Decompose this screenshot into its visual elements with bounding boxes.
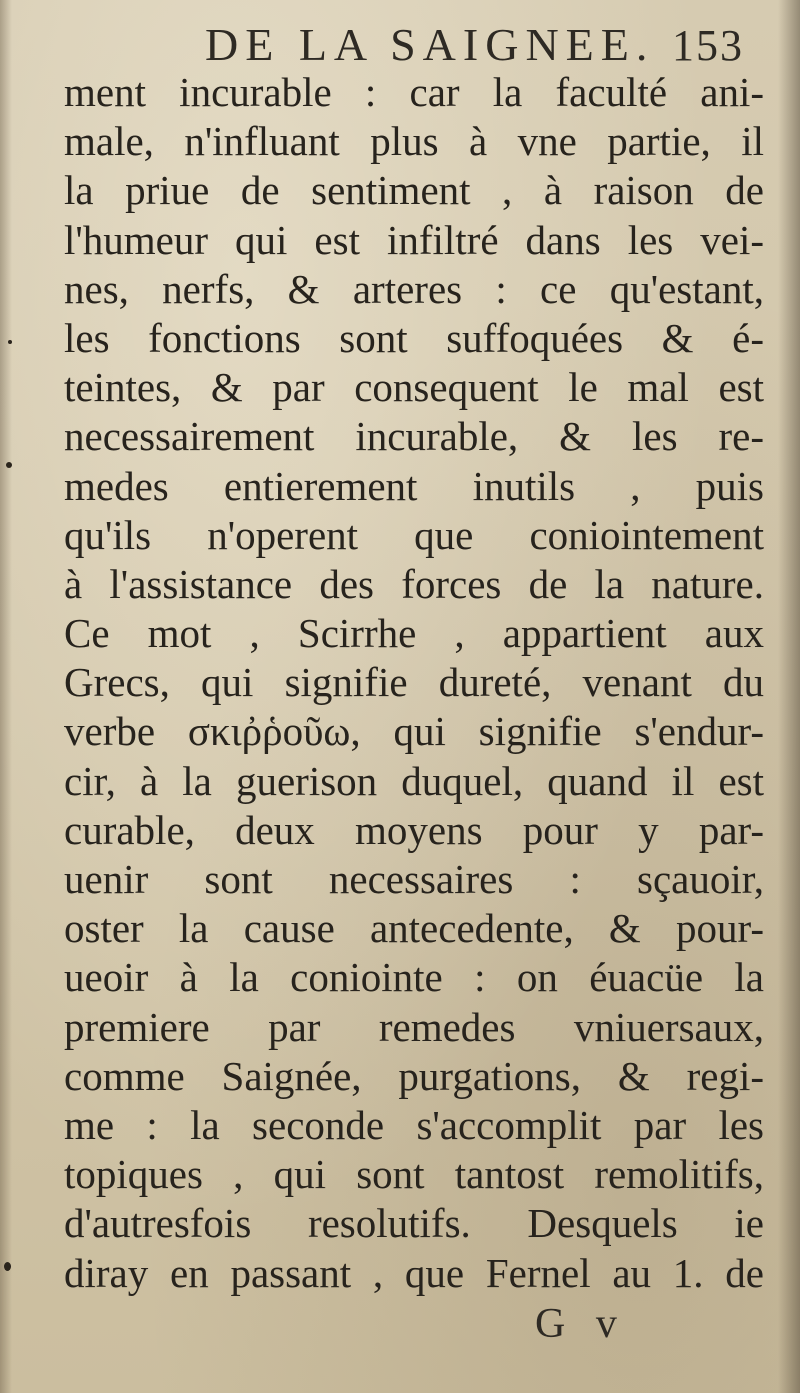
text-line: Ce mot , Scirrhe , appartient aux: [64, 610, 764, 657]
text-line: comme Saignée, purgations, & regi-: [64, 1052, 764, 1099]
text-line: qu'ils n'operent que coniointement: [64, 511, 764, 558]
signature-mark: G v: [535, 1301, 627, 1347]
body-text: [64, 68, 764, 1298]
ink-speck: [8, 340, 12, 344]
text-line: à l'assistance des forces de la nature.: [64, 560, 764, 607]
text-line: curable, deux moyens pour y par-: [64, 806, 764, 853]
text-line: premiere par remedes vniuersaux,: [64, 1003, 764, 1050]
text-line: Grecs, qui signifie dureté, venant du: [64, 659, 764, 706]
text-line: la priue de sentiment , à raison de: [64, 167, 764, 214]
text-line: oster la cause antecedente, & pour-: [64, 905, 764, 952]
text-line: l'humeur qui est infiltré dans les vei-: [64, 216, 764, 263]
text-line: medes entierement inutils , puis: [64, 462, 764, 509]
text-line: verbe σκιῤῥοῦω, qui signifie s'endur-: [64, 708, 764, 755]
running-head: DE LA SAIGNEE.: [205, 19, 655, 70]
text-line: les fonctions sont suffoquées & é-: [64, 314, 764, 361]
text-line: male, n'influant plus à vne partie, il: [64, 118, 764, 165]
text-line: teintes, & par consequent le mal est: [64, 364, 764, 411]
text-line: d'autresfois resolutifs. Desquels ie: [64, 1200, 764, 1247]
text-line: ueoir à la coniointe : on éuacüe la: [64, 954, 764, 1001]
text-line: topiques , qui sont tantost remolitifs,: [64, 1151, 764, 1198]
text-line: me : la seconde s'accomplit par les: [64, 1101, 764, 1148]
page-right-shadow: [778, 0, 800, 1393]
text-line: ment incurable : car la faculté ani-: [64, 69, 764, 115]
page-number: 153: [672, 21, 744, 70]
text-line: necessairement incurable, & les re-: [64, 413, 764, 460]
text-line: uenir sont necessaires : sçauoir,: [64, 856, 764, 902]
text-line: nes, nerfs, & arteres : ce qu'estant,: [64, 265, 764, 312]
text-line: diray en passant , que Fernel au 1. de: [64, 1249, 764, 1296]
page-left-shadow: [0, 0, 12, 1393]
text-line: cir, à la guerison duquel, quand il est: [64, 757, 764, 804]
ink-speck: [6, 462, 12, 468]
ink-speck: [4, 1262, 11, 1271]
